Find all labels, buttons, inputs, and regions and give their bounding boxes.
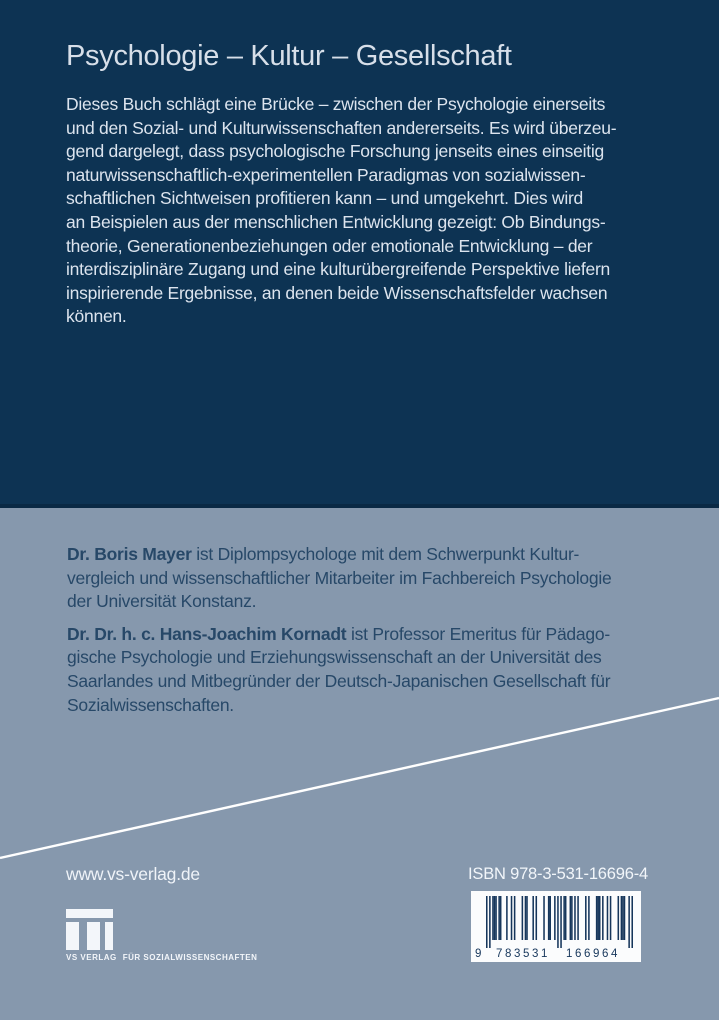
author-name: Dr. Boris Mayer — [67, 544, 192, 564]
blurb-line: gend dargelegt, dass psychologische Forschung jenseits eines einseitig — [66, 141, 604, 162]
logo-pillar — [105, 922, 114, 950]
blurb-line: theorie, Generationenbeziehungen oder emotionale Entwicklung – der — [66, 235, 593, 256]
vs-verlag-logo-icon — [66, 909, 258, 971]
author-bio-text: ist Professor Emeritus für Pädago- — [346, 623, 610, 644]
author-bio-text: Sozialwissenschaften. — [67, 694, 234, 715]
logo-pillar — [66, 922, 79, 950]
publisher-name — [66, 953, 257, 962]
author-name: Dr. Dr. h. c. Hans-Joachim Kornadt — [67, 623, 347, 644]
blurb-line: schaftlichen Sichtweisen profitieren kann – und umgekehrt. Dies wird — [66, 188, 584, 209]
publisher-name-part: VS VERLAG — [66, 952, 117, 962]
author-bio-text: gische Psychologie und Erziehungswissenschaft an der Universität des — [67, 647, 602, 668]
blurb-line: an Beispielen aus der menschlichen Entwicklung gezeigt: Ob Bindungs- — [66, 211, 606, 232]
barcode-bars — [486, 896, 633, 948]
blurb-line: naturwissenschaftlich-experimentellen Paradigmas von sozialwissen- — [66, 164, 586, 185]
blurb-line: und den Sozial- und Kulturwissenschaften andererseits. Es wird überzeu- — [66, 117, 617, 138]
logo-top-bar — [66, 909, 113, 918]
book-title: Psychologie – Kultur – Gesellschaft — [66, 40, 512, 72]
author-bio-text: vergleich und wissenschaftlicher Mitarbeiter im Fachbereich Psychologie — [67, 567, 612, 588]
book-blurb — [66, 93, 616, 329]
barcode — [471, 891, 641, 962]
barcode-digit-group: 783531 — [496, 948, 550, 960]
blurb-line: inspirierende Ergebnisse, an denen beide Wissenschaftsfelder wachsen — [66, 282, 608, 303]
barcode-digit-group: 9 — [475, 948, 484, 960]
author-bio — [67, 623, 611, 717]
author-section — [67, 543, 611, 726]
author-bio — [67, 543, 611, 614]
author-bio-text: Saarlandes und Mitbegründer der Deutsch-Japanischen Gesellschaft für — [67, 670, 611, 691]
blurb-line: können. — [66, 306, 127, 327]
blurb-section — [0, 0, 719, 508]
author-bio-text: der Universität Konstanz. — [67, 591, 257, 612]
barcode-digit-group: 166964 — [566, 948, 620, 960]
logo-pillar — [87, 922, 100, 950]
isbn-text: ISBN 978-3-531-16696-4 — [468, 865, 648, 883]
publisher-name-part: FÜR SOZIALWISSENSCHAFTEN — [122, 952, 258, 962]
blurb-line: Dieses Buch schlägt eine Brücke – zwischen der Psychologie einerseits — [66, 94, 606, 114]
publisher-website: www.vs-verlag.de — [66, 864, 200, 884]
lower-section — [0, 508, 719, 1020]
blurb-line: interdisziplinäre Zugang und eine kulturübergreifende Perspektive liefern — [66, 259, 611, 280]
author-bio-text: ist Diplompsychologe mit dem Schwerpunkt Kultur- — [191, 544, 580, 564]
